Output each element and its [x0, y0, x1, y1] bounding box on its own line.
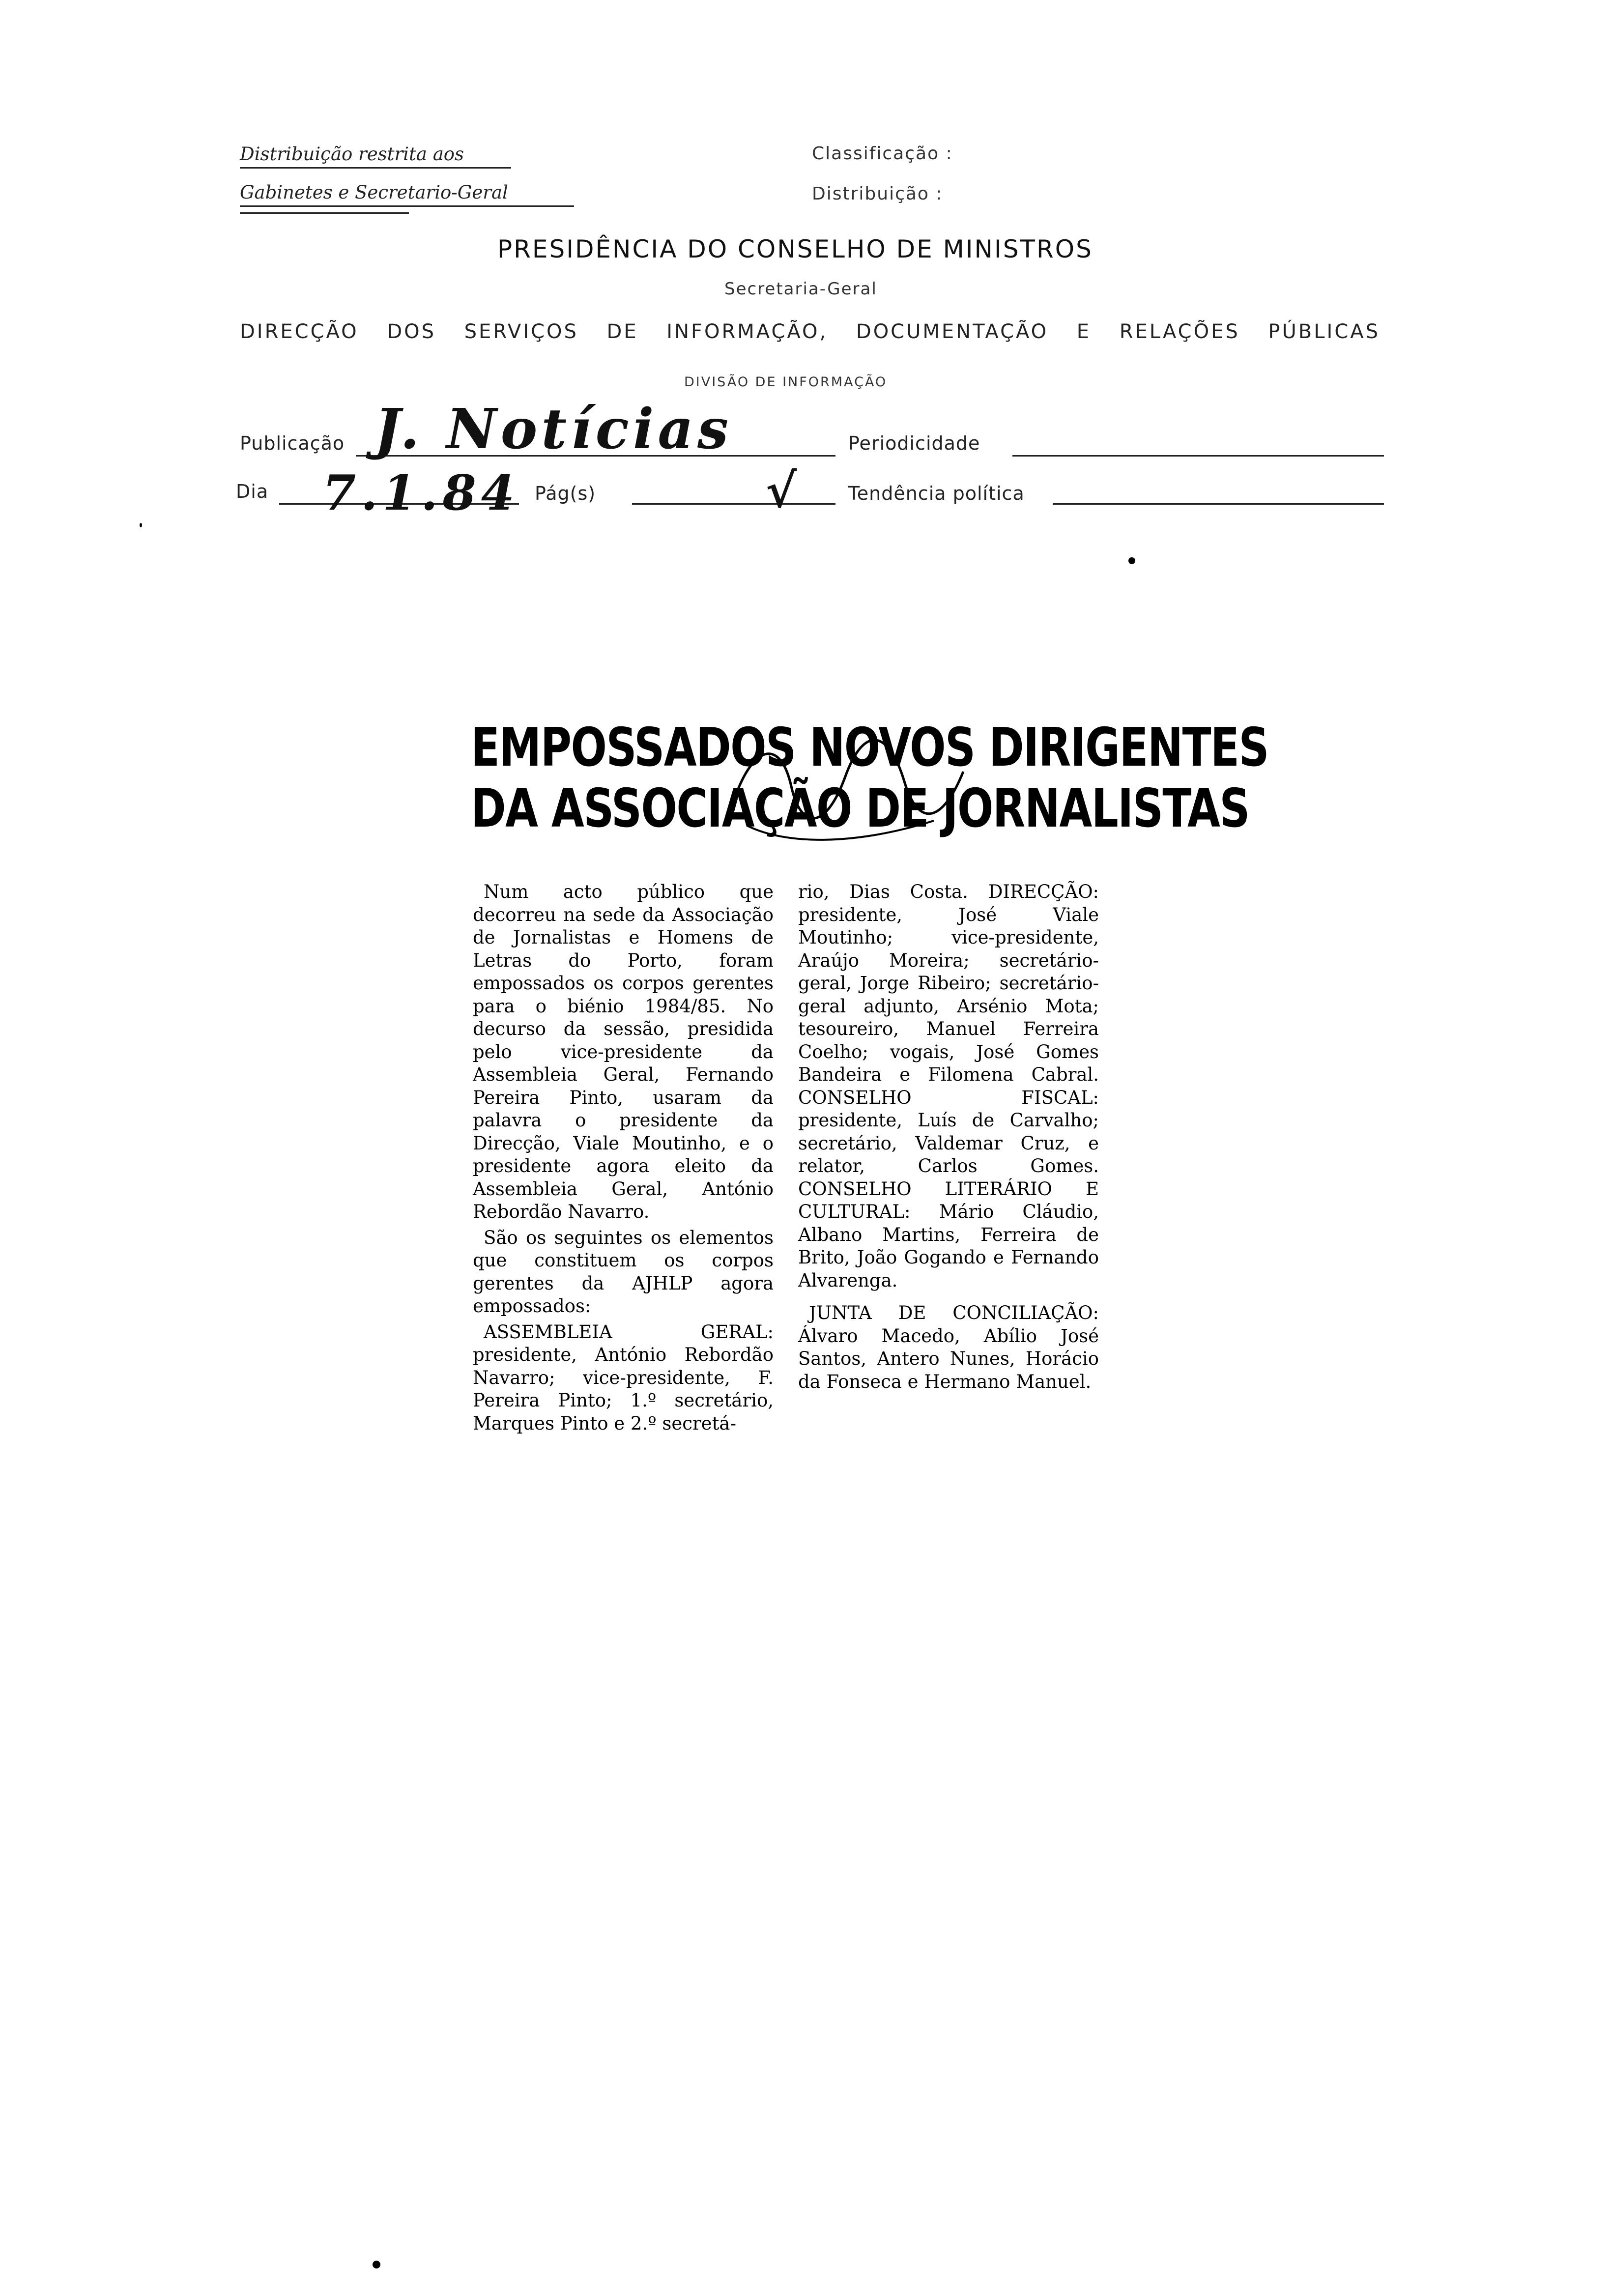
- article-paragraph: JUNTA DE CONCILIAÇÃO: Álvaro Macedo, Abílio José Santos, Antero Nunes, Horácio da Fonseca e Hermano Manuel.: [798, 1302, 1099, 1392]
- periodicity-label: Periodicidade: [848, 432, 980, 454]
- article-paragraph: São os seguintes os elementos que constituem os corpos gerentes da AJHLP agora empossados:: [473, 1227, 774, 1317]
- day-label: Dia: [236, 481, 269, 502]
- periodicity-field-line: [1012, 455, 1384, 457]
- pages-label: Pág(s): [535, 483, 596, 504]
- publication-handwritten-value: J. Notícias: [374, 397, 733, 461]
- article-column-2: [798, 881, 1099, 1396]
- article-column-1: [473, 881, 774, 1438]
- political-tendency-label: Tendência política: [848, 483, 1025, 504]
- page-subtitle: Secretaria-Geral: [724, 279, 877, 299]
- article-paragraph: ASSEMBLEIA GERAL: presidente, António Rebordão Navarro; vice-presidente, F. Pereira Pinto; 1.º secretário, Marques Pinto e 2.º secretá-: [473, 1321, 774, 1434]
- pages-field-line: [632, 503, 835, 505]
- underline: [240, 205, 574, 207]
- political-tendency-field-line: [1053, 503, 1384, 505]
- classification-label: Classificação :: [812, 144, 953, 164]
- page-title: PRESIDÊNCIA DO CONSELHO DE MINISTROS: [497, 235, 1093, 263]
- division-title: DIVISÃO DE INFORMAÇÃO: [684, 374, 888, 390]
- article-headline-line1: EMPOSSADOS NOVOS DIRIGENTES: [471, 717, 1268, 778]
- day-handwritten-value: 7.1.84: [322, 465, 519, 521]
- pages-handwritten-value: √: [766, 463, 797, 518]
- handwritten-scribble: [727, 713, 973, 855]
- scan-speck: [1128, 557, 1135, 564]
- article-paragraph: Num acto público que decorreu na sede da Associação de Jornalistas e Homens de Letras do Porto, foram empossados os corpos gerentes para o biénio 1984/85. No decurso da sessão, presidida pelo vice-presidente da Assembleia Geral, Fernando Pereira Pinto, usaram da palavra o presidente da Direcção, Viale Moutinho, e o presidente agora eleito da Assembleia Geral, António Rebordão Navarro.: [473, 881, 774, 1222]
- distribution-restriction-line2: Gabinetes e Secretario-Geral: [240, 182, 508, 203]
- distribution-label: Distribuição :: [812, 184, 943, 204]
- distribution-restriction-line1: Distribuição restrita aos: [240, 144, 464, 165]
- underline: [240, 212, 409, 214]
- scan-speck: [373, 2261, 380, 2268]
- underline: [240, 167, 511, 169]
- article-headline-line2: DA ASSOCIAÇÃO DE JORNALISTAS: [471, 778, 1249, 839]
- article-paragraph: rio, Dias Costa. DIRECÇÃO: presidente, José Viale Moutinho; vice-presidente, Araújo Moreira; secretário-geral, Jorge Ribeiro; secretário-geral adjunto, Arsénio Mota; tesoureiro, Manuel Ferreira Coelho; vogais, José Gomes Bandeira e Filomena Cabral. CONSELHO FISCAL: presidente, Luís de Carvalho; secretário, Valdemar Cruz, e relator, Carlos Gomes. CONSELHO LITERÁRIO E CULTURAL: Mário Cláudio, Albano Martins, Ferreira de Brito, João Gogando e Fernando Alvarenga.: [798, 881, 1099, 1291]
- department-title: DIRECÇÃO DOS SERVIÇOS DE INFORMAÇÃO, DOCUMENTAÇÃO E RELAÇÕES PÚBLICAS: [240, 320, 1380, 343]
- publication-label: Publicação: [240, 432, 345, 454]
- scan-speck: [140, 523, 142, 527]
